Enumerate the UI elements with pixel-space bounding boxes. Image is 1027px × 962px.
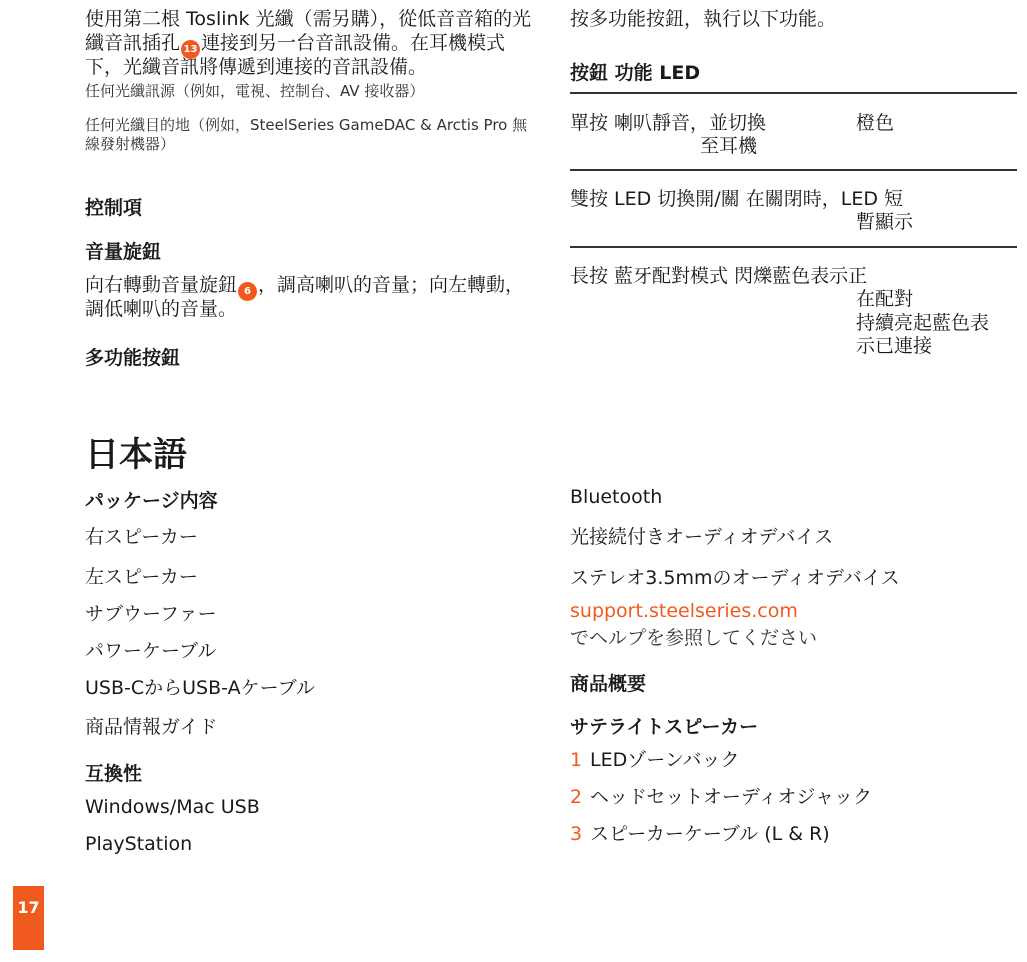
package-item: サブウーファー [85, 603, 217, 625]
intro-line-1: 使用第二根 Toslink 光纖（需另購），從低音音箱的光 [85, 8, 532, 30]
intro-line-2 [85, 32, 505, 59]
dest-note-2: 線發射機器） [85, 135, 176, 153]
compat-item: Bluetooth [570, 486, 663, 508]
page-number: 17 [13, 886, 44, 950]
row3-c: 持續亮起藍色表 [856, 312, 990, 334]
item-text: LEDゾーンバック [590, 749, 740, 771]
compat-item: ステレオ3.5mmのオーディオデバイス [570, 567, 900, 589]
item-number: 3 [570, 823, 583, 845]
compat-item: Windows/Mac USB [85, 796, 260, 818]
item-text: スピーカーケーブル (L & R) [590, 823, 830, 845]
item-number: 1 [570, 749, 583, 771]
row2-b: 暫顯示 [856, 211, 914, 233]
controls-heading: 控制項 [85, 197, 143, 219]
item-number: 2 [570, 786, 583, 808]
satellite-heading: サテライトスピーカー [570, 716, 759, 738]
table-rule-2 [570, 169, 1017, 171]
intro-line-2b: 連接到另一台音訊設備。在耳機模式 [201, 32, 506, 54]
callout-6-badge: 6 [238, 282, 257, 301]
volume-text-1b: ，調高喇叭的音量；向左轉動， [258, 274, 525, 296]
satellite-item [570, 819, 830, 846]
package-item: 右スピーカー [85, 526, 198, 548]
row1-b: 至耳機 [700, 135, 758, 157]
compat-item: PlayStation [85, 833, 193, 855]
compat-item: 光接続付きオーディオデバイス [570, 526, 834, 548]
multi-heading: 多功能按鈕 [85, 347, 181, 369]
row2-a: 雙按 LED 切換開/關 在關閉時，LED 短 [570, 188, 904, 210]
support-link[interactable]: support.steelseries.com [570, 600, 798, 622]
row3-a: 長按 藍牙配對模式 閃爍藍色表示正 [570, 265, 868, 287]
support-text: でヘルプを参照してください [570, 627, 818, 649]
table-rule-1 [570, 92, 1017, 94]
satellite-item [570, 782, 872, 809]
intro-line-2a: 纖音訊插孔 [85, 32, 181, 54]
package-item: パワーケーブル [85, 640, 217, 662]
overview-heading: 商品概要 [570, 673, 647, 695]
multi-intro: 按多功能按鈕，執行以下功能。 [570, 8, 837, 30]
compat-heading: 互換性 [85, 763, 143, 785]
satellite-item [570, 745, 740, 772]
table-header: 按鈕 功能 LED [570, 62, 701, 84]
volume-text-1 [85, 274, 524, 301]
intro-line-3: 下，光纖音訊將傳遞到連接的音訊設備。 [85, 56, 428, 78]
package-item: 商品情報ガイド [85, 716, 218, 738]
row1-a: 單按 喇叭靜音，並切換 [570, 112, 767, 134]
row3-b: 在配對 [856, 288, 914, 310]
row3-d: 示已連接 [856, 335, 933, 357]
table-rule-3 [570, 246, 1017, 248]
volume-text-1a: 向右轉動音量旋鈕 [85, 274, 238, 296]
japanese-heading: 日本語 [85, 435, 187, 475]
volume-heading: 音量旋鈕 [85, 241, 162, 263]
row1-led: 橙色 [856, 112, 895, 134]
volume-text-2: 調低喇叭的音量。 [85, 298, 238, 320]
source-note: 任何光纖訊源（例如，電視、控制台、AV 接收器） [85, 82, 425, 100]
package-item: USB-CからUSB-Aケーブル [85, 677, 315, 699]
item-text: ヘッドセットオーディオジャック [590, 786, 872, 808]
dest-note-1: 任何光纖目的地（例如，SteelSeries GameDAC & Arctis Pro 無 [85, 116, 528, 134]
package-item: 左スピーカー [85, 566, 198, 588]
package-heading: パッケージ内容 [85, 490, 218, 512]
callout-13-badge: 13 [181, 40, 200, 59]
